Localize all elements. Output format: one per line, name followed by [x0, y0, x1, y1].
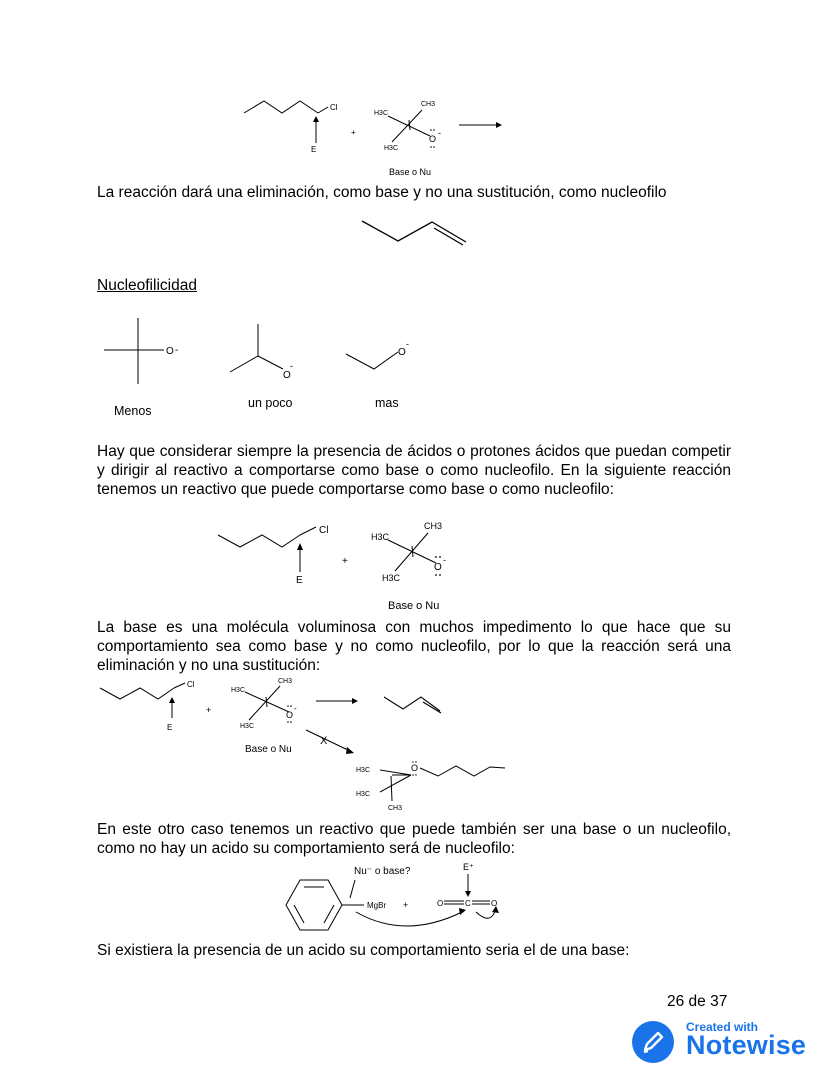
- svg-text:CH3: CH3: [388, 805, 403, 812]
- paragraph-acids: Hay que considerar siempre la presencia de ácidos o protones ácidos que puedan competir y dirigir al reactivo a comportarse como base o como nucleofilo. En la siguiente reacción tenemos un reactivo que puede comportarse como base o como nucleofilo:: [97, 443, 731, 498]
- svg-text:MgBr: MgBr: [367, 901, 387, 910]
- paragraph-elimination: La reacción dará una eliminación, como base y no una sustitución, como nucleofilo: [97, 184, 667, 201]
- electrophile-arrow-icon: [465, 891, 471, 897]
- label-menos: Menos: [114, 404, 152, 418]
- svg-text:O: O: [411, 763, 419, 773]
- svg-text:O: O: [434, 562, 442, 573]
- svg-text:E⁺: E⁺: [463, 862, 474, 872]
- svg-text:-: -: [406, 339, 409, 349]
- svg-text:-: -: [443, 555, 446, 565]
- page-number: 26 de 37: [667, 993, 728, 1010]
- brand-created-with: Created with: [686, 1020, 759, 1034]
- svg-text:-: -: [290, 361, 293, 371]
- chlorine-label: Cl: [330, 103, 338, 112]
- isopropoxide-oxygen: O: [283, 370, 291, 381]
- svg-text:H3C: H3C: [356, 767, 371, 774]
- svg-text:Base o Nu: Base o Nu: [388, 600, 440, 612]
- svg-text:Cl: Cl: [187, 680, 195, 689]
- svg-text:O: O: [437, 899, 444, 908]
- base-label: Base o Nu: [389, 167, 432, 177]
- svg-text:H3C: H3C: [240, 723, 255, 730]
- negative-charge: -: [438, 128, 441, 138]
- svg-text:CH3: CH3: [278, 678, 293, 685]
- plus-sign: +: [351, 128, 356, 137]
- svg-text:O: O: [286, 710, 294, 720]
- label-mas: mas: [375, 396, 399, 410]
- ethoxide-oxygen: O: [398, 347, 406, 358]
- methyl-label-top: H3C: [374, 110, 389, 117]
- svg-text:E: E: [167, 723, 173, 732]
- svg-text:+: +: [206, 705, 212, 715]
- svg-text:Cl: Cl: [319, 525, 329, 536]
- methyl-label: CH3: [421, 101, 436, 108]
- svg-text:+: +: [403, 900, 409, 910]
- tert-butoxide-oxygen: O: [166, 346, 174, 357]
- svg-text:CH3: CH3: [424, 521, 443, 531]
- paragraph-bulky-base: La base es una molécula voluminosa con muchos impedimento lo que hace que su comportamiento sea como base y no como nucleofilo, por lo que la reacción será una eliminación y no una sustitución:: [97, 619, 731, 674]
- notewise-badge: [632, 1018, 822, 1064]
- attack-curved-arrow: [356, 912, 462, 926]
- svg-text:Base o Nu: Base o Nu: [245, 744, 292, 755]
- svg-text:+: +: [342, 556, 348, 567]
- paragraph-nucleophile: En este otro caso tenemos un reactivo que puede también ser una base o un nucleofilo, como no hay un acido su comportamiento será de nucleofilo:: [97, 821, 731, 857]
- section-heading: Nucleofilicidad: [97, 277, 197, 294]
- electron-push-arrow: [476, 911, 495, 918]
- notewise-logo-icon: [632, 1021, 674, 1063]
- svg-text:H3C: H3C: [371, 532, 390, 542]
- brand-name: Notewise: [686, 1030, 807, 1060]
- x-mark-icon: X: [320, 735, 328, 747]
- svg-text:Nu⁻ o base?: Nu⁻ o base?: [354, 866, 411, 877]
- svg-text:H3C: H3C: [382, 573, 401, 583]
- alkoxide-oxygen: O: [429, 134, 437, 144]
- svg-text:E: E: [296, 575, 303, 586]
- label-un-poco: un poco: [248, 396, 293, 410]
- svg-text:-: -: [294, 704, 297, 713]
- svg-text:H3C: H3C: [356, 791, 371, 798]
- svg-text:-: -: [175, 345, 179, 356]
- methyl-label-bottom: H3C: [384, 145, 399, 152]
- svg-text:C: C: [465, 899, 471, 908]
- electrophile-label: E: [311, 145, 317, 154]
- svg-text:O: O: [491, 899, 498, 908]
- paragraph-acid-presence: Si existiera la presencia de un acido su comportamiento seria el de una base:: [97, 942, 630, 959]
- svg-text:H3C: H3C: [231, 687, 246, 694]
